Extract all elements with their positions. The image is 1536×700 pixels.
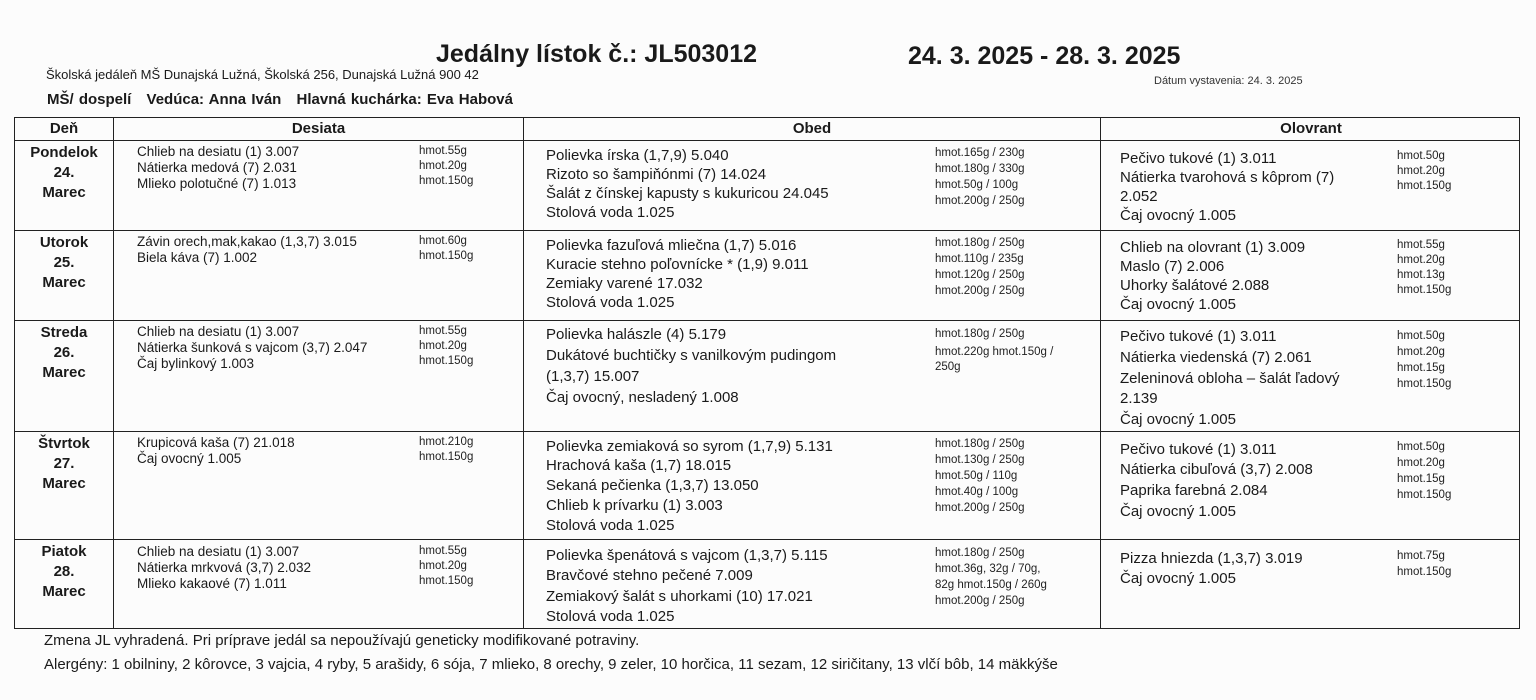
- menu-item: Nátierka mrkvová (3,7) 2.032: [137, 560, 312, 575]
- item-weight: hmot.150g: [419, 451, 474, 463]
- menu-item: Čaj ovocný 1.005: [1120, 570, 1236, 587]
- day-label: [15, 233, 113, 293]
- group-label: MŠ/ dospelí: [47, 91, 132, 108]
- item-weight: hmot.180g / 250g: [935, 328, 1025, 340]
- menu-item: Bravčové stehno pečené 7.009: [546, 567, 753, 584]
- item-weight: hmot.165g / 230g: [935, 147, 1025, 159]
- menu-item: Pečivo tukové (1) 3.011: [1120, 328, 1277, 345]
- menu-item: Hrachová kaša (1,7) 18.015: [546, 457, 732, 474]
- row-divider: [15, 539, 1519, 540]
- day-label: [15, 143, 113, 203]
- item-weight: hmot.50g: [1397, 330, 1445, 342]
- head-cook-label: Hlavná kuchárka: Eva Habová: [296, 91, 513, 108]
- item-weight: hmot.40g / 100g: [935, 486, 1019, 498]
- item-weight: hmot.150g: [419, 355, 474, 367]
- menu-item: Čaj ovocný 1.005: [1120, 296, 1236, 313]
- item-weight: hmot.210g: [419, 436, 474, 448]
- menu-item: Čaj ovocný 1.005: [1120, 207, 1236, 224]
- day-name: Utorok: [39, 234, 89, 251]
- menu-item: Polievka írska (1,7,9) 5.040: [546, 147, 729, 164]
- day-number: 28.: [53, 563, 75, 580]
- column-header-day: Deň: [49, 120, 79, 137]
- menu-item: Šalát z čínskej kapusty s kukuricou 24.045: [546, 185, 829, 202]
- menu-item: Biela káva (7) 1.002: [137, 250, 258, 265]
- menu-item: Uhorky šalátové 2.088: [1120, 277, 1270, 294]
- item-weight: hmot.75g: [1397, 550, 1445, 562]
- menu-item: Chlieb k prívarku (1) 3.003: [546, 497, 723, 514]
- column-divider: [523, 118, 524, 628]
- item-weight: hmot.50g: [1397, 441, 1445, 453]
- row-divider: [15, 230, 1519, 231]
- menu-item: (1,3,7) 15.007: [546, 368, 640, 385]
- menu-item: Paprika farebná 2.084: [1120, 482, 1268, 499]
- menu-item: 2.052: [1120, 188, 1158, 205]
- item-weight: hmot.150g: [1397, 489, 1452, 501]
- column-divider: [1100, 118, 1101, 628]
- day-number: 27.: [53, 455, 75, 472]
- menu-item: Nátierka tvarohová s kôprom (7): [1120, 169, 1335, 186]
- menu-item: Zemiakový šalát s uhorkami (10) 17.021: [546, 588, 813, 605]
- menu-item: 2.139: [1120, 390, 1158, 407]
- menu-item: Čaj ovocný 1.005: [1120, 411, 1236, 428]
- day-label: [15, 434, 113, 494]
- row-divider: [15, 431, 1519, 432]
- item-weight: hmot.150g: [1397, 284, 1452, 296]
- item-weight: hmot.20g: [1397, 165, 1445, 177]
- menu-item: Stolová voda 1.025: [546, 608, 675, 625]
- item-weight: hmot.20g: [1397, 254, 1445, 266]
- menu-item: Chlieb na desiatu (1) 3.007: [137, 144, 300, 159]
- column-header-obed: Obed: [792, 120, 832, 137]
- column-header-desiata: Desiata: [291, 120, 346, 137]
- menu-item: Sekaná pečienka (1,3,7) 13.050: [546, 477, 759, 494]
- menu-item: Zemiaky varené 17.032: [546, 275, 703, 292]
- menu-item: Kuracie stehno poľovnícke * (1,9) 9.011: [546, 256, 809, 273]
- menu-item: Maslo (7) 2.006: [1120, 258, 1225, 275]
- item-weight: hmot.150g: [419, 175, 474, 187]
- item-weight: hmot.200g / 250g: [935, 195, 1025, 207]
- day-number: 26.: [53, 344, 75, 361]
- item-weight: hmot.20g: [419, 340, 467, 352]
- issue-date: Dátum vystavenia: 24. 3. 2025: [1154, 75, 1303, 87]
- item-weight: hmot.150g: [1397, 378, 1452, 390]
- item-weight: hmot.130g / 250g: [935, 454, 1025, 466]
- staff-line: [47, 91, 523, 108]
- item-weight: hmot.180g / 330g: [935, 163, 1025, 175]
- menu-item: Mlieko kakaové (7) 1.011: [137, 576, 287, 591]
- item-weight: 250g: [935, 361, 961, 373]
- day-month: Marec: [42, 364, 86, 381]
- menu-item: Čaj ovocný 1.005: [1120, 503, 1236, 520]
- menu-item: Krupicová kaša (7) 21.018: [137, 435, 295, 450]
- day-month: Marec: [42, 184, 86, 201]
- menu-item: Stolová voda 1.025: [546, 517, 675, 534]
- menu-item: Nátierka šunková s vajcom (3,7) 2.047: [137, 340, 368, 355]
- day-month: Marec: [42, 475, 86, 492]
- item-weight: hmot.120g / 250g: [935, 269, 1025, 281]
- item-weight: hmot.20g: [1397, 457, 1445, 469]
- day-label: [15, 323, 113, 383]
- item-weight: hmot.150g: [419, 575, 474, 587]
- menu-item: Chlieb na desiatu (1) 3.007: [137, 324, 300, 339]
- menu-item: Čaj ovocný 1.005: [137, 451, 242, 466]
- day-label: [15, 542, 113, 602]
- menu-item: Dukátové buchtičky s vanilkovým pudingom: [546, 347, 837, 364]
- column-header-olovrant: Olovrant: [1280, 120, 1342, 137]
- item-weight: hmot.15g: [1397, 473, 1445, 485]
- item-weight: hmot.200g / 250g: [935, 285, 1025, 297]
- menu-item: Mlieko polotučné (7) 1.013: [137, 176, 297, 191]
- menu-item: Nátierka cibuľová (3,7) 2.008: [1120, 461, 1313, 478]
- item-weight: 82g hmot.150g / 260g: [935, 579, 1047, 591]
- item-weight: hmot.200g / 250g: [935, 502, 1025, 514]
- menu-item: Stolová voda 1.025: [546, 204, 675, 221]
- item-weight: hmot.20g: [1397, 346, 1445, 358]
- item-weight: hmot.50g / 110g: [935, 470, 1018, 482]
- item-weight: hmot.13g: [1397, 269, 1445, 281]
- menu-item: Stolová voda 1.025: [546, 294, 675, 311]
- item-weight: hmot.220g hmot.150g /: [935, 346, 1054, 358]
- day-month: Marec: [42, 583, 86, 600]
- menu-item: Pečivo tukové (1) 3.011: [1120, 441, 1277, 458]
- item-weight: hmot.150g: [1397, 566, 1452, 578]
- day-month: Marec: [42, 274, 86, 291]
- menu-item: Čaj ovocný, nesladený 1.008: [546, 389, 739, 406]
- item-weight: hmot.180g / 250g: [935, 237, 1025, 249]
- menu-item: Polievka zemiaková so syrom (1,7,9) 5.131: [546, 438, 833, 455]
- day-number: 24.: [53, 164, 75, 181]
- item-weight: hmot.50g: [1397, 150, 1445, 162]
- canteen-address: Školská jedáleň MŠ Dunajská Lužná, Školská 256, Dunajská Lužná 900 42: [46, 67, 479, 82]
- column-divider: [113, 118, 114, 628]
- menu-item: Rizoto so šampiňónmi (7) 14.024: [546, 166, 767, 183]
- item-weight: hmot.55g: [419, 325, 467, 337]
- day-name: Pondelok: [30, 144, 98, 161]
- item-weight: hmot.20g: [419, 560, 467, 572]
- menu-title: Jedálny lístok č.: JL503012: [436, 40, 758, 68]
- menu-item: Chlieb na desiatu (1) 3.007: [137, 544, 300, 559]
- item-weight: hmot.50g / 100g: [935, 179, 1019, 191]
- allergen-legend: Alergény: 1 obilniny, 2 kôrovce, 3 vajcia, 4 ryby, 5 arašidy, 6 sója, 7 mlieko, 8 orechy, 9 zeler, 10 horčica, 11 sezam, 12 siričitany, 13 vlčí bôb, 14 mäkkýše: [44, 656, 1058, 673]
- item-weight: hmot.110g / 235g: [935, 253, 1024, 265]
- menu-item: Polievka fazuľová mliečna (1,7) 5.016: [546, 237, 797, 254]
- menu-table: [14, 117, 1520, 629]
- menu-item: Polievka špenátová s vajcom (1,3,7) 5.115: [546, 547, 828, 564]
- item-weight: hmot.150g: [1397, 180, 1452, 192]
- item-weight: hmot.55g: [1397, 239, 1445, 251]
- item-weight: hmot.180g / 250g: [935, 438, 1025, 450]
- date-range: 24. 3. 2025 - 28. 3. 2025: [908, 42, 1181, 70]
- item-weight: hmot.55g: [419, 545, 467, 557]
- menu-item: Chlieb na olovrant (1) 3.009: [1120, 239, 1306, 256]
- footer-note: Zmena JL vyhradená. Pri príprave jedál sa nepoužívajú geneticky modifikované potraviny.: [44, 632, 640, 649]
- manager-label: Vedúca: Anna Iván: [146, 91, 282, 108]
- day-number: 25.: [53, 254, 75, 271]
- menu-item: Čaj bylinkový 1.003: [137, 356, 255, 371]
- menu-item: Nátierka viedenská (7) 2.061: [1120, 349, 1312, 366]
- day-name: Streda: [40, 324, 88, 341]
- item-weight: hmot.200g / 250g: [935, 595, 1025, 607]
- menu-item: Pečivo tukové (1) 3.011: [1120, 150, 1277, 167]
- item-weight: hmot.55g: [419, 145, 467, 157]
- item-weight: hmot.60g: [419, 235, 467, 247]
- menu-item: Polievka halászle (4) 5.179: [546, 326, 727, 343]
- day-name: Piatok: [41, 543, 87, 560]
- item-weight: hmot.150g: [419, 250, 474, 262]
- menu-item: Závin orech,mak,kakao (1,3,7) 3.015: [137, 234, 357, 249]
- item-weight: hmot.20g: [419, 160, 467, 172]
- row-divider: [15, 140, 1519, 141]
- menu-item: Zeleninová obloha – šalát ľadový: [1120, 370, 1340, 387]
- menu-item: Pizza hniezda (1,3,7) 3.019: [1120, 550, 1303, 567]
- day-name: Štvrtok: [38, 435, 90, 452]
- menu-item: Nátierka medová (7) 2.031: [137, 160, 297, 175]
- row-divider: [15, 320, 1519, 321]
- item-weight: hmot.180g / 250g: [935, 547, 1025, 559]
- item-weight: hmot.36g, 32g / 70g,: [935, 563, 1041, 575]
- item-weight: hmot.15g: [1397, 362, 1445, 374]
